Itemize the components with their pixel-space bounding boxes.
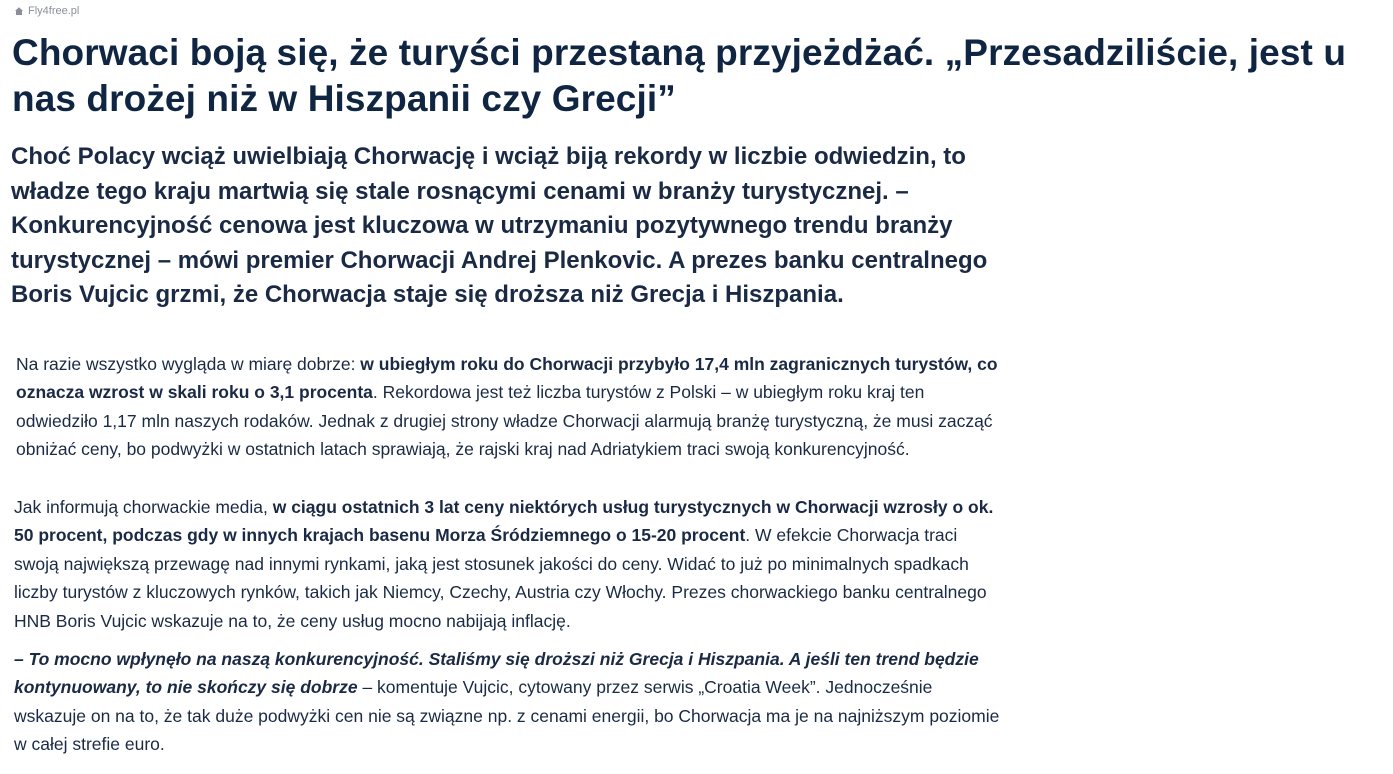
article-paragraph-3 <box>14 645 1004 759</box>
article-paragraph-1 <box>16 350 1001 464</box>
article-paragraph-2 <box>14 493 1004 635</box>
paragraph-text: Jak informują chorwackie media, <box>14 497 273 517</box>
article-lead: Choć Polacy wciąż uwielbiają Chorwację i wciąż biją rekordy w liczbie odwiedzin, to władze tego kraju martwią się stale rosnącymi cenami w branży turystycznej. – Konkurencyjność cenowa jest kluczowa w utrzymaniu pozytywnego trendu branży turystycznej – mówi premier Chorwacji Andrej Plenkovic. A prezes banku centralnego Boris Vujcic grzmi, że Chorwacja staje się droższa niż Grecja i Hiszpania. <box>11 143 988 308</box>
source-name: Fly4free.pl <box>28 5 80 17</box>
paragraph-text: . W efekcie Chorwacja traci swoją największą przewagę nad innymi rynkami, jaką jest stosunek jakości do ceny. Widać to już po minimalnych spadkach liczby turystów z kluczowych rynków, takich jak Niemcy, Czechy, Austria czy Włochy. Prezes chorwackiego banku centralnego HNB Boris Vujcic wskazuje na to, że ceny usług mocno nabijają inflację. <box>14 525 987 631</box>
paragraph-bold-text: w ubiegłym roku do Chorwacji przybyło 17,4 mln zagranicznych turystów, co oznacza wzrost w skali roku o 3,1 procenta <box>16 354 998 403</box>
quote-italic: – To mocno wpłynęło na naszą konkurencyjność. Staliśmy się droższi niż Grecja i Hiszpania. A jeśli ten trend będzie kontynuowany, to nie skończy się dobrze <box>14 649 979 698</box>
paragraph-text: Na razie wszystko wygląda w miarę dobrze: <box>16 354 361 374</box>
paragraph-text: . Rekordowa jest też liczba turystów z Polski – w ubiegłym roku kraj ten odwiedziło 1,17 mln naszych rodaków. Jednak z drugiej strony władze Chorwacji alarmują branżę turystyczną, że musi zacząć obniżać ceny, bo podwyżki w ostatnich latach sprawiają, że rajski kraj nad Adriatykiem traci swoją konkurencyjność. <box>16 382 993 460</box>
source-label[interactable] <box>14 5 79 17</box>
home-icon <box>14 6 24 16</box>
paragraph-text: – komentuje Vujcic, cytowany przez serwis „Croatia Week”. Jednocześnie wskazuje on na to, że tak duże podwyżki cen nie są związne np. z cenami energii, bo Chorwacja ma je na najniższym poziomie w całej strefie euro. <box>14 677 1000 755</box>
paragraph-bold-text: w ciągu ostatnich 3 lat ceny niektórych usług turystycznych w Chorwacji wzrosły o ok. 50 procent, podczas gdy w innych krajach basenu Morza Śródziemnego o 15-20 procent <box>14 497 994 546</box>
article-headline: Chorwaci boją się, że turyści przestaną przyjeżdżać. „Przesadziliście, jest u nas drożej niż w Hiszpanii czy Grecji” <box>12 32 1347 119</box>
